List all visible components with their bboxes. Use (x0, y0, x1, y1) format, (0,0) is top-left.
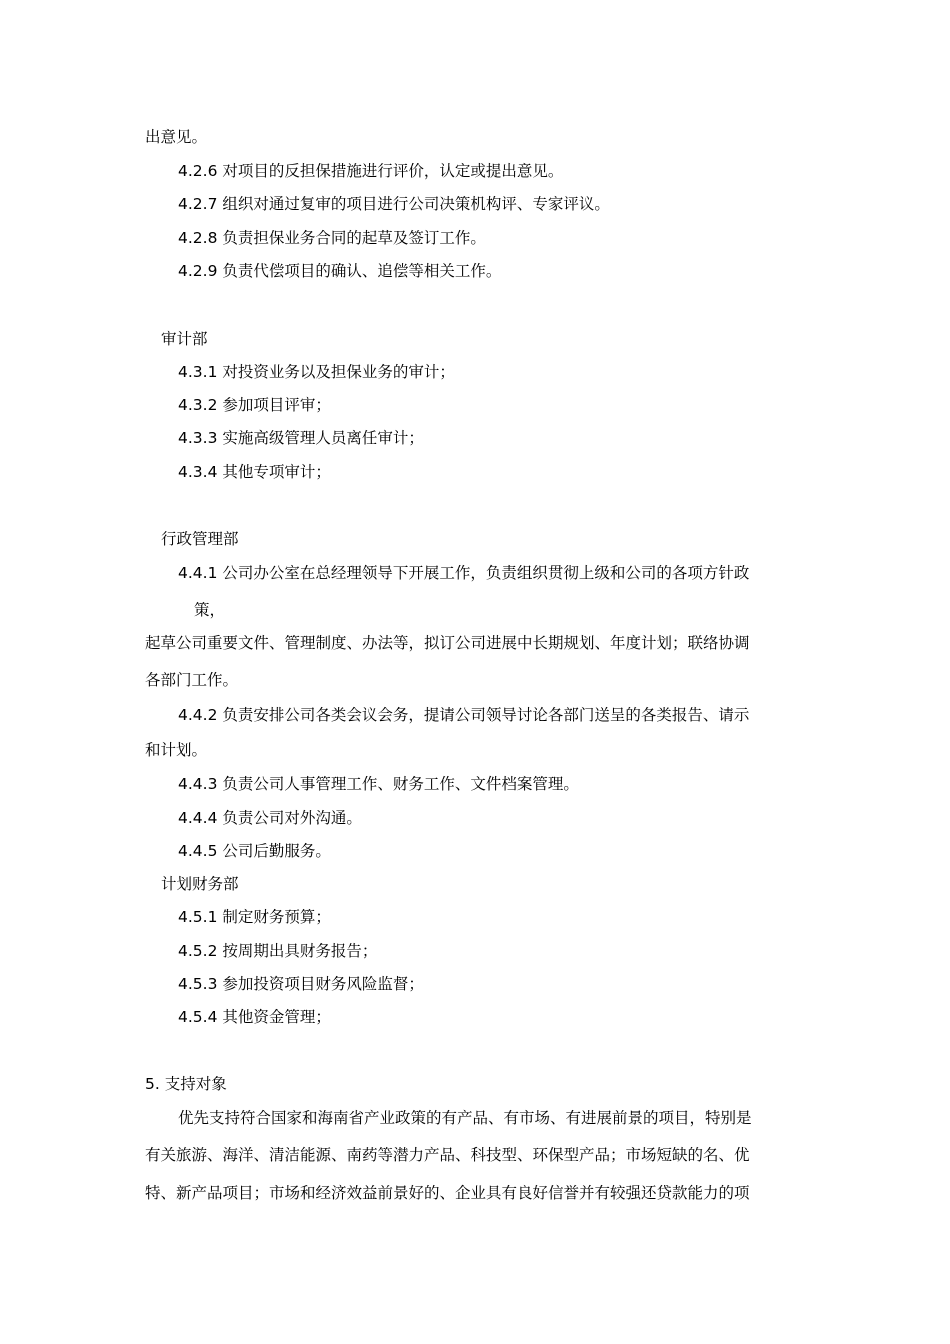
list-item: 4.3.2 参加项目评审； (178, 396, 331, 414)
list-item: 4.3.3 实施高级管理人员离任审计； (178, 429, 424, 447)
list-item: 4.3.1 对投资业务以及担保业务的审计； (178, 363, 455, 381)
list-item: 4.4.4 负责公司对外沟通。 (178, 809, 362, 827)
list-item: 4.4.3 负责公司人事管理工作、财务工作、文件档案管理。 (178, 775, 579, 793)
list-item: 4.5.4 其他资金管理； (178, 1008, 331, 1026)
list-item: 4.5.2 按周期出具财务报告； (178, 942, 378, 960)
section-heading: 审计部 (161, 330, 208, 348)
text-line: 和计划。 (145, 741, 208, 759)
text-line: 起草公司重要文件、管理制度、办法等，拟订公司进展中长期规划、年度计划；联络协调 (145, 634, 750, 652)
text-line: 各部门工作。 (145, 671, 239, 689)
list-item: 4.3.4 其他专项审计； (178, 463, 331, 481)
list-item: 4.5.3 参加投资项目财务风险监督； (178, 975, 424, 993)
text-line: 出意见。 (145, 128, 208, 146)
list-item: 4.2.7 组织对通过复审的项目进行公司决策机构评、专家评议。 (178, 195, 610, 213)
list-item: 4.2.9 负责代偿项目的确认、追偿等相关工作。 (178, 262, 502, 280)
list-item: 4.5.1 制定财务预算； (178, 908, 331, 926)
list-item: 4.4.5 公司后勤服务。 (178, 842, 331, 860)
paragraph-line: 有关旅游、海洋、清洁能源、南药等潜力产品、科技型、环保型产品；市场短缺的名、优 (145, 1146, 750, 1164)
list-item: 4.4.1 公司办公室在总经理领导下开展工作，负责组织贯彻上级和公司的各项方针政 (178, 564, 750, 582)
list-item: 4.4.2 负责安排公司各类会议会务，提请公司领导讨论各部门送呈的各类报告、请示 (178, 706, 750, 724)
paragraph-line: 特、新产品项目；市场和经济效益前景好的、企业具有良好信誉并有较强还贷款能力的项 (145, 1184, 750, 1202)
section-heading: 计划财务部 (161, 875, 239, 893)
list-item: 4.2.8 负责担保业务合同的起草及签订工作。 (178, 229, 486, 247)
list-item: 4.2.6 对项目的反担保措施进行评价，认定或提出意见。 (178, 162, 564, 180)
section-heading: 5. 支持对象 (145, 1075, 227, 1093)
paragraph-line: 优先支持符合国家和海南省产业政策的有产品、有市场、有进展前景的项目，特别是 (178, 1109, 752, 1127)
text-line: 策， (194, 601, 226, 619)
section-heading: 行政管理部 (161, 530, 239, 548)
